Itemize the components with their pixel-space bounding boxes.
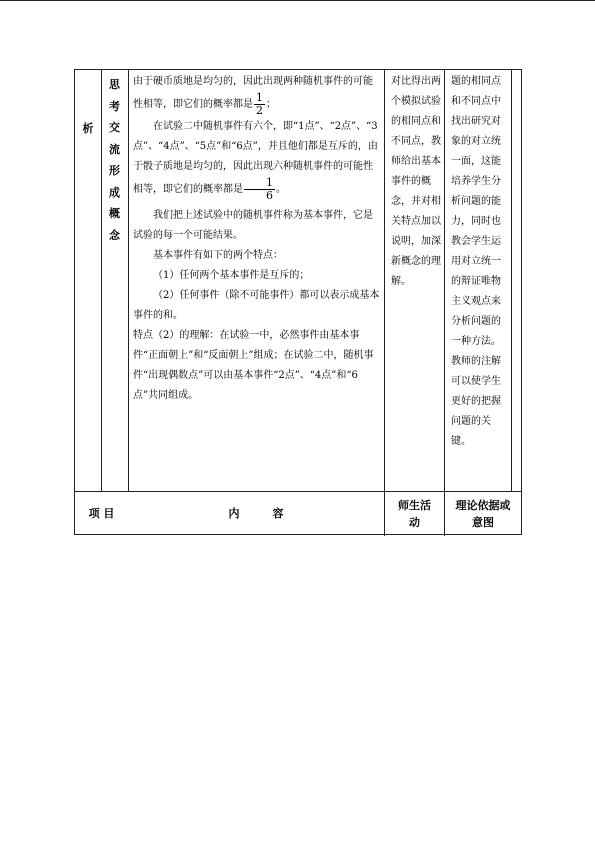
sub-label-char: 考 — [109, 99, 120, 113]
content-paragraph: 在试验二中随机事件有六个，即“1点”、“2点”、“3点”、“4点”、“5点”和“6点”，并且他们都是互斥的，由于骰子质地是均匀的，因此出现六种随机事件的可能性相等，即它们的概率都是 $\frac{1}{6}$ 。 — [133, 121, 378, 202]
sub-label-char: 流 — [109, 142, 120, 156]
sub-label-char: 思 — [109, 78, 120, 91]
content-paragraph: 基本事件有如下的两个特点： — [153, 250, 283, 261]
col-divider-4 — [444, 70, 445, 536]
page-top-rule — [0, 0, 595, 1]
sub-label-char: 念 — [109, 228, 120, 242]
content-paragraph: 我们把上述试验中的随机事件称为基本事件，它是试验的每一个可能结果。 — [133, 210, 373, 241]
col-divider-5 — [511, 70, 512, 491]
lesson-table — [74, 69, 522, 535]
sub-label-char: 概 — [109, 207, 120, 220]
content-paragraph: 由于硬币质地是均匀的，因此出现两种随机事件的可能性相等，即它们的概率都是 $\frac{1}{2}$ ； — [133, 76, 373, 117]
header-activity: 师生活动 — [398, 498, 431, 529]
content-paragraph: （1）任何两个基本事件是互斥的； — [153, 270, 310, 281]
sub-label-char: 交 — [109, 121, 120, 134]
col-divider-2 — [128, 70, 129, 491]
content-paragraph: （2）任何事件（除不可能事件）都可以表示成基本事件的和。 — [133, 290, 380, 321]
col-divider-3 — [384, 70, 385, 536]
theory-text: 题的相同点和不同点中找出研究对象的对立统一面，这能培养学生分析问题的能力，同时也教会学生运用对立统一的辩证唯物主义观点来分析问题的一种方法。教师的注解可以使学生更好的把握问题的关键。 — [451, 76, 501, 447]
fraction-one-sixth: $\frac{1}{6}$ — [244, 177, 275, 202]
sub-label-char: 形 — [109, 164, 120, 177]
sub-label-char: 成 — [109, 185, 120, 199]
content-body — [133, 72, 381, 406]
fraction-one-half: $\frac{1}{2}$ — [256, 91, 263, 117]
section-label: 析 — [82, 122, 94, 135]
header-item: 项 目 — [88, 507, 115, 520]
header-theory: 理论依据或意图 — [455, 498, 511, 529]
content-paragraph: 特点（2）的理解：在试验一中，必然事件由基本事件“正面朝上”和“反面朝上”组成；在试验二中，随机事件“出现偶数点”可以由基本事件“2点”、“4点”和“6点”共同组成。 — [133, 330, 374, 401]
activity-text: 对比得出两个模拟试验的相同点和不同点，教师给出基本事件的概念，并对相关特点加以说明，加深新概念的理解。 — [391, 76, 441, 287]
header-content: 内 容 — [228, 507, 284, 520]
sub-label-vertical — [101, 74, 128, 246]
